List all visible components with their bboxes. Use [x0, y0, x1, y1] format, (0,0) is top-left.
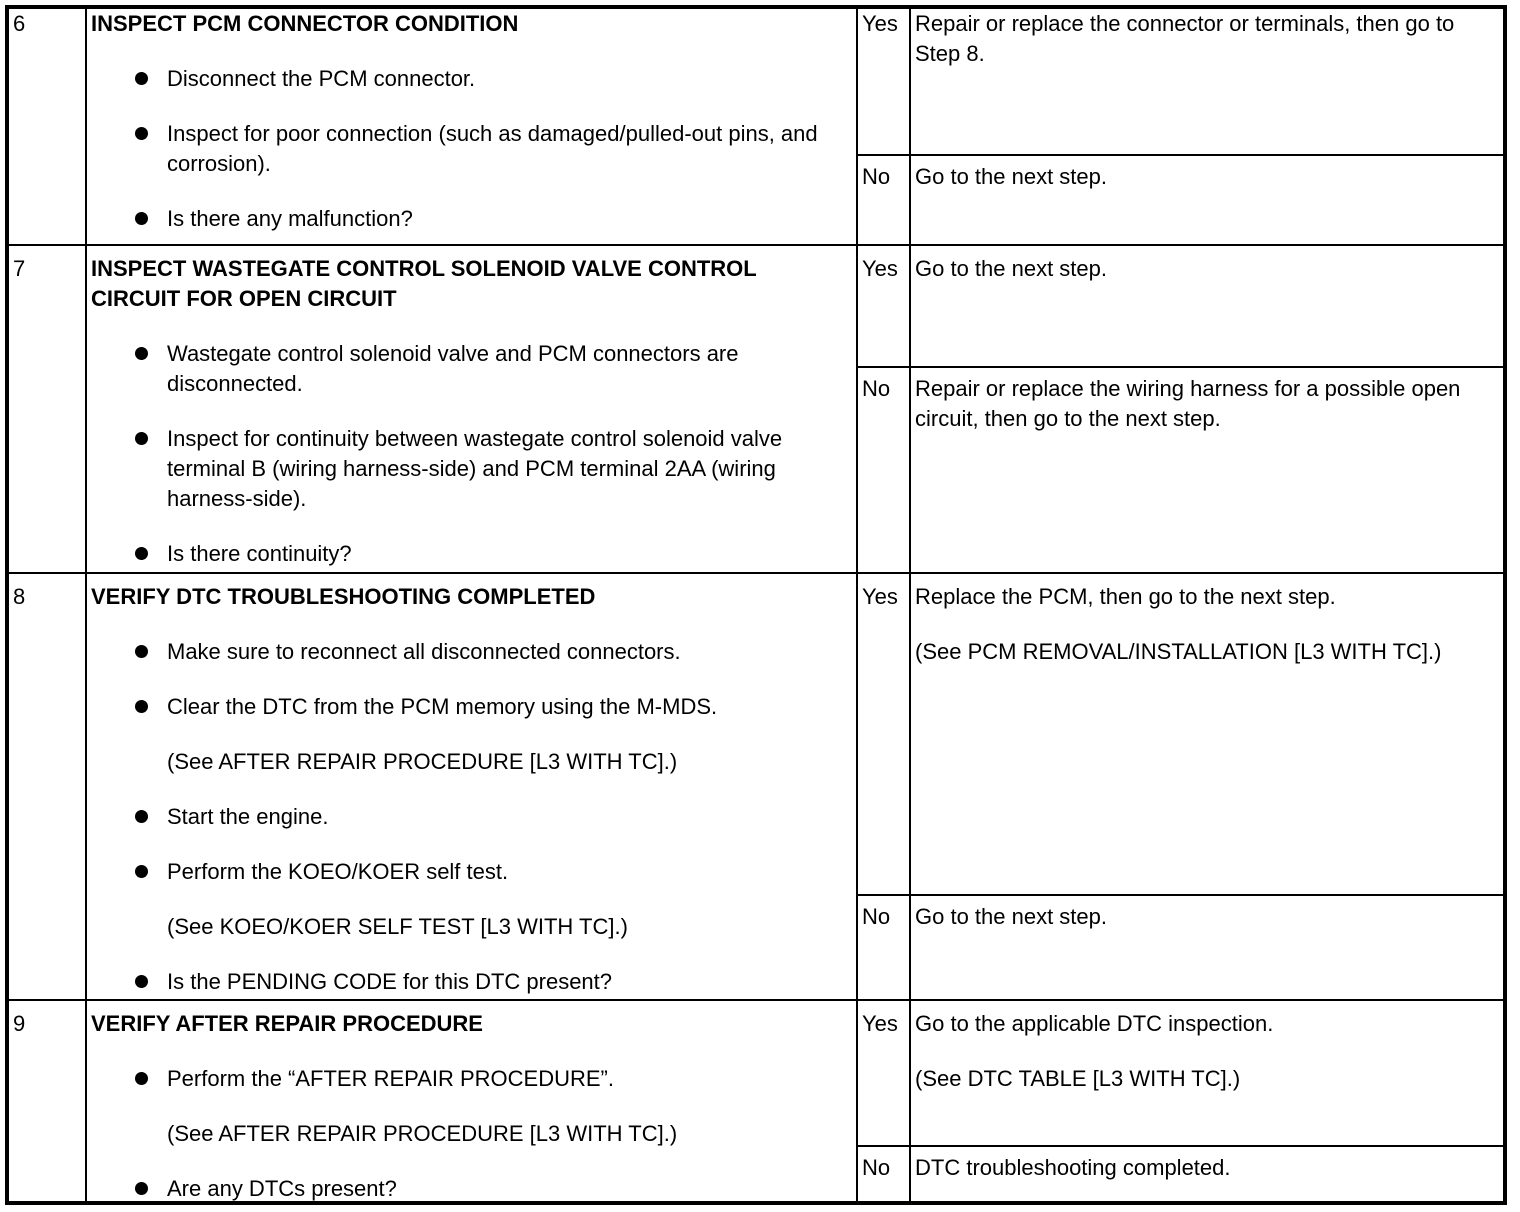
yes-cell: [858, 1001, 1503, 1145]
yes-action: Go to the applicable DTC inspection. (See DTC TABLE [L3 WITH TC].): [915, 1011, 1274, 1091]
step-bullet: Wastegate control solenoid valve and PCM connectors are disconnected.: [91, 339, 846, 399]
bullet-dot-icon: [135, 432, 148, 445]
step-content: [91, 1009, 846, 1204]
step-reference: (See AFTER REPAIR PROCEDURE [L3 WITH TC].): [167, 1121, 678, 1146]
yes-label: Yes: [862, 256, 898, 281]
no-label: No: [862, 164, 891, 189]
yes-label: Yes: [862, 11, 898, 36]
no-cell: [858, 366, 1503, 574]
bullet-dot-icon: [135, 1182, 148, 1195]
step-number: 7: [13, 256, 26, 281]
yes-action: Replace the PCM, then go to the next step. (See PCM REMOVAL/INSTALLATION [L3 WITH TC].): [915, 584, 1442, 664]
bullet-dot-icon: [135, 212, 148, 225]
step-bullet: Disconnect the PCM connector.: [91, 64, 846, 94]
no-action: DTC troubleshooting completed.: [915, 1155, 1231, 1180]
yes-cell: [858, 574, 1503, 894]
step-content: [91, 254, 846, 569]
step-reference: (See AFTER REPAIR PROCEDURE [L3 WITH TC].): [167, 749, 678, 774]
step-row-7: [9, 244, 1503, 572]
no-label: No: [862, 376, 891, 401]
step-reference: (See KOEO/KOER SELF TEST [L3 WITH TC].): [167, 914, 628, 939]
step-bullet: Is the PENDING CODE for this DTC present?: [91, 967, 846, 997]
bullet-dot-icon: [135, 547, 148, 560]
step-number: 9: [13, 1011, 26, 1036]
no-action: Go to the next step.: [915, 904, 1108, 929]
step-title: VERIFY DTC TROUBLESHOOTING COMPLETED: [91, 584, 596, 609]
bullet-dot-icon: [135, 72, 148, 85]
yes-cell: [858, 246, 1503, 366]
troubleshooting-table: [5, 5, 1507, 1205]
bullet-dot-icon: [135, 700, 148, 713]
yes-label: Yes: [862, 584, 898, 609]
yes-action: Repair or replace the connector or terminals, then go to Step 8.: [915, 11, 1455, 66]
step-bullet: Are any DTCs present?: [91, 1174, 846, 1204]
no-action: Go to the next step.: [915, 164, 1108, 189]
bullet-dot-icon: [135, 645, 148, 658]
step-content: [91, 9, 846, 234]
step-bullet: Perform the KOEO/KOER self test.: [91, 857, 846, 887]
step-bullet: Start the engine.: [91, 802, 846, 832]
yes-cell: [858, 9, 1503, 154]
step-bullet: Inspect for continuity between wastegate control solenoid valve terminal B (wiring harness-side) and PCM terminal 2AA (wiring harness-side).: [91, 424, 846, 514]
bullet-dot-icon: [135, 127, 148, 140]
bullet-dot-icon: [135, 1072, 148, 1085]
no-action: Repair or replace the wiring harness for a possible open circuit, then go to the next step.: [915, 376, 1461, 431]
bullet-dot-icon: [135, 810, 148, 823]
bullet-dot-icon: [135, 347, 148, 360]
step-title: INSPECT WASTEGATE CONTROL SOLENOID VALVE CONTROL CIRCUIT FOR OPEN CIRCUIT: [91, 256, 757, 311]
step-bullet: Inspect for poor connection (such as damaged/pulled-out pins, and corrosion).: [91, 119, 846, 179]
bullet-dot-icon: [135, 865, 148, 878]
step-row-8: [9, 572, 1503, 999]
step-bullet: Clear the DTC from the PCM memory using the M-MDS.: [91, 692, 846, 722]
yes-label: Yes: [862, 1011, 898, 1036]
no-label: No: [862, 1155, 891, 1180]
step-number: 8: [13, 584, 26, 609]
bullet-dot-icon: [135, 975, 148, 988]
step-bullet: Perform the “AFTER REPAIR PROCEDURE”.: [91, 1064, 846, 1094]
step-content: [91, 582, 846, 997]
step-bullet: Is there continuity?: [91, 539, 846, 569]
step-title: VERIFY AFTER REPAIR PROCEDURE: [91, 1011, 483, 1036]
no-cell: [858, 154, 1503, 244]
yes-action: Go to the next step.: [915, 256, 1108, 281]
step-number: 6: [13, 11, 26, 36]
step-row-6: [9, 9, 1503, 244]
no-label: No: [862, 904, 891, 929]
step-row-9: [9, 999, 1503, 1201]
step-bullet: Is there any malfunction?: [91, 204, 846, 234]
no-cell: [858, 1145, 1503, 1203]
step-title: INSPECT PCM CONNECTOR CONDITION: [91, 11, 519, 36]
no-cell: [858, 894, 1503, 1001]
step-bullet: Make sure to reconnect all disconnected connectors.: [91, 637, 846, 667]
